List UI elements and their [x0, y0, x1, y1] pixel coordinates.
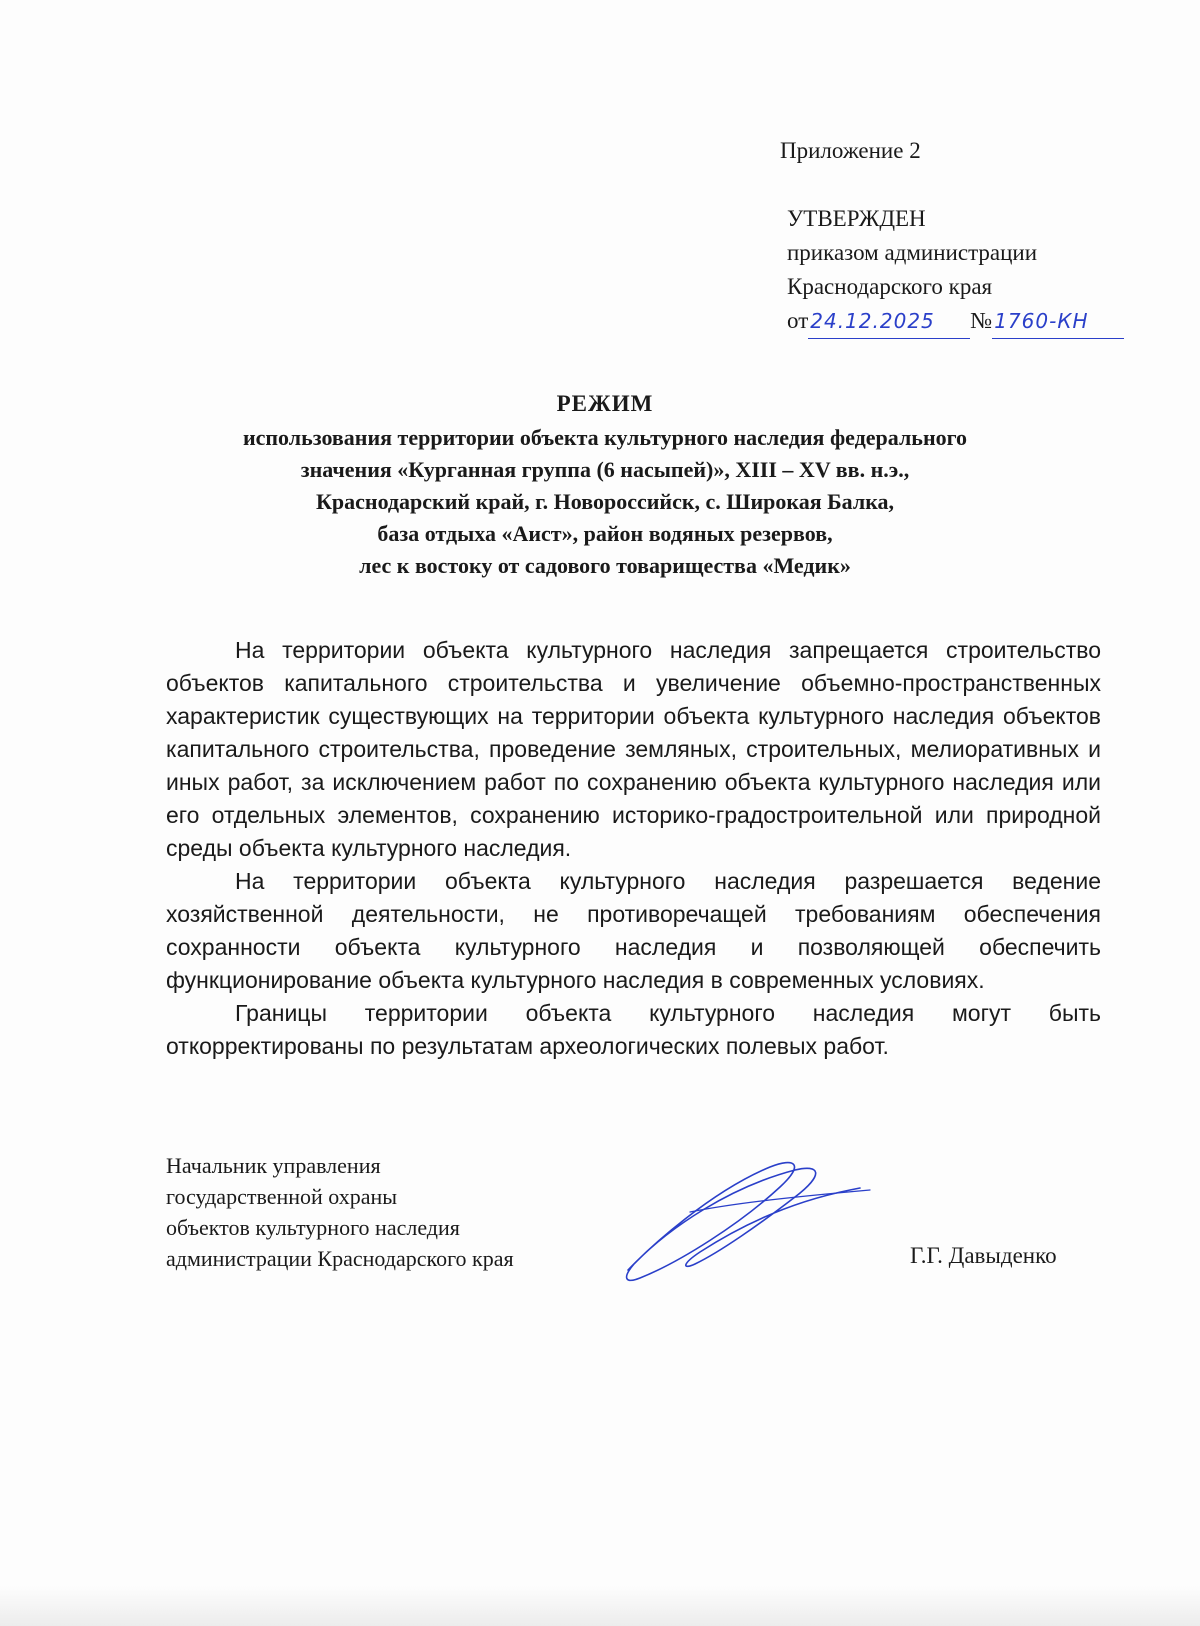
signer-name: Г.Г. Давыденко: [910, 1243, 1057, 1268]
signer-position: [166, 1150, 514, 1274]
paragraph-prohibitions: На территории объекта культурного наследия запрещается строительство объектов капитального строительства и увеличение объемно-пространственных характеристик существующих на территории объекта культурного наследия объектов капитального строительства, проведение земляных, строительных, мелиоративных и иных работ, за исключением работ по сохранению объекта культурного наследия или его отдельных элементов, сохранению историко-градостроительной или природной среды объекта культурного наследия.: [166, 637, 1101, 861]
paragraph-permissions: На территории объекта культурного наследия разрешается ведение хозяйственной деятельности, не противоречащей требованиям обеспечения сохранности объекта культурного наследия и позволяющей обеспечить функционирование объекта культурного наследия в современных условиях.: [166, 868, 1101, 993]
signer-position-line: Начальник управления: [166, 1153, 381, 1178]
approval-region: Краснодарского края: [787, 274, 993, 299]
approval-title: УТВЕРЖДЕН: [787, 206, 926, 231]
signer-position-line: государственной охраны: [166, 1184, 398, 1209]
title-line: лес к востоку от садового товарищества «Медик»: [359, 553, 851, 578]
title-line: использования территории объекта культурного наследия федерального: [242, 425, 968, 450]
title-line: значения «Курганная группа (6 насыпей)», XIII – XV вв. н.э.,: [300, 457, 910, 482]
number-prefix: №: [970, 308, 993, 333]
handwritten-signature: [620, 1152, 890, 1287]
paragraph-boundaries: Границы территории объекта культурного наследия могут быть откорректированы по результатам археологических полевых работ.: [166, 1000, 1101, 1059]
approval-issuer: приказом администрации: [787, 240, 1038, 265]
date-prefix: от: [787, 308, 809, 333]
title-line: база отдыха «Аист», район водяных резервов,: [377, 521, 833, 546]
approval-date-number-line: [787, 304, 1124, 339]
handwritten-order-number: 1760-КН: [992, 304, 1124, 339]
signer-position-line: объектов культурного наследия: [166, 1215, 460, 1240]
title-line: Краснодарский край, г. Новороссийск, с. Широкая Балка,: [315, 489, 895, 514]
approval-stamp-block: [787, 202, 1124, 339]
signer-position-line: администрации Краснодарского края: [166, 1246, 514, 1271]
handwritten-date: 24.12.2025: [808, 304, 970, 339]
title-heading: РЕЖИМ: [556, 391, 654, 416]
document-title: [140, 388, 1070, 582]
appendix-label: Приложение 2: [780, 138, 921, 163]
document-body: [166, 634, 1101, 1063]
scan-shadow: [0, 1586, 1200, 1626]
